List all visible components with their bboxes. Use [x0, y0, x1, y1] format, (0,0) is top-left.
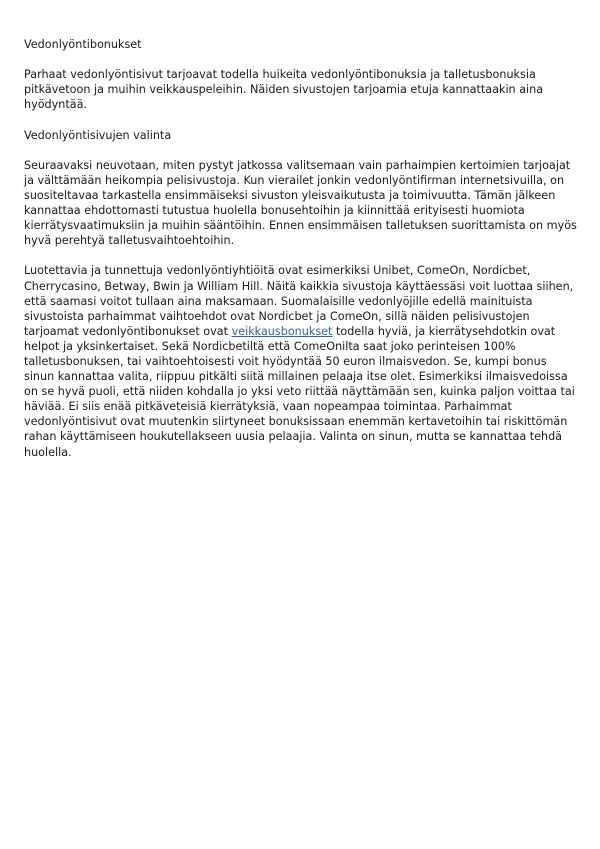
paragraph-recommended-sites [24, 263, 579, 459]
section-heading-bonuses: Vedonlyöntibonukset [24, 38, 142, 51]
paragraph-text-after-link: todella hyviä, ja kierrätysehdotkin ovat helpot ja yksinkertaiset. Sekä Nordicbetiltä että ComeOnilta saat joko perinteisen 100% talletusbonuksen, tai vaihtoehtoisesti voit hyödyntää 50 euron ilmaisvedon. Se, kumpi bonus sinun kannattaa valita, riippuu pitkälti siitä millainen pelaaja itse olet. Esimerkiksi ilmaisvedoissa on se hyvä puoli, että niiden kohdalla jo yksi veto riittää näyttämään sen, kuinka paljon voittaa tai häviää. Ei siis enää pitkäveteisiä kierrätyksiä, vaan nopeampaa toimintaa. Parhaimmat vedonlyöntisivut ovat muutenkin siirtyneet bonuksissaan enemmän kertavetoihin tai riskittömän rahan käyttämiseen houkutellakseen uusia pelaajia. Valinta on sinun, mutta se kannattaa tehdä huolella. [24, 324, 575, 459]
paragraph-selection-advice: Seuraavaksi neuvotaan, miten pystyt jatkossa valitsemaan vain parhaimpien kertoimien tarjoajat ja välttämään heikompia pelisivustoja. Kun vierailet jonkin vedonlyöntifirman internetsivuilla, on suositeltavaa tarkastella ensimmäiseksi sivuston yleisvaikutusta ja toimivuutta. Tämän jälkeen kannattaa ehdottomasti tutustua huolella bonusehtoihin ja kiinnittää erityisesti huomiota kierrätysvaatimuksiin ja muihin sääntöihin. Ennen ensimmäisen talletuksen suorittamista on myös hyvä perehtyä talletusvaihtoehtoihin. [24, 158, 577, 248]
document-body [24, 37, 579, 475]
paragraph-text-before-link: Luotettavia ja tunnettuja vedonlyöntiyhtiöitä ovat esimerkiksi Unibet, ComeOn, Nordicbet, Cherrycasino, Betway, Bwin ja William Hill. Näitä kaikkia sivustoja käyttäessäsi voit luottaa siihen, että saamasi voitot tullaan aina maksamaan. Suomalaisille vedonlyöjille edellä mainituista sivustoista parhaimmat vaihtoehdot ovat Nordicbet ja ComeOn, sillä näiden pelisivustojen tarjoamat vedonlyöntibonukset ovat [24, 264, 574, 338]
paragraph-intro: Parhaat vedonlyöntisivut tarjoavat todella huikeita vedonlyöntibonuksia ja talletusbonuksia pitkävetoon ja muihin veikkauspeleihin. Näiden sivustojen tarjoamia etuja kannattaakin aina hyödyntää. [24, 68, 544, 112]
section-heading-selection: Vedonlyöntisivujen valinta [24, 128, 172, 142]
veikkausbonukset-link[interactable]: veikkausbonukset [231, 324, 333, 338]
